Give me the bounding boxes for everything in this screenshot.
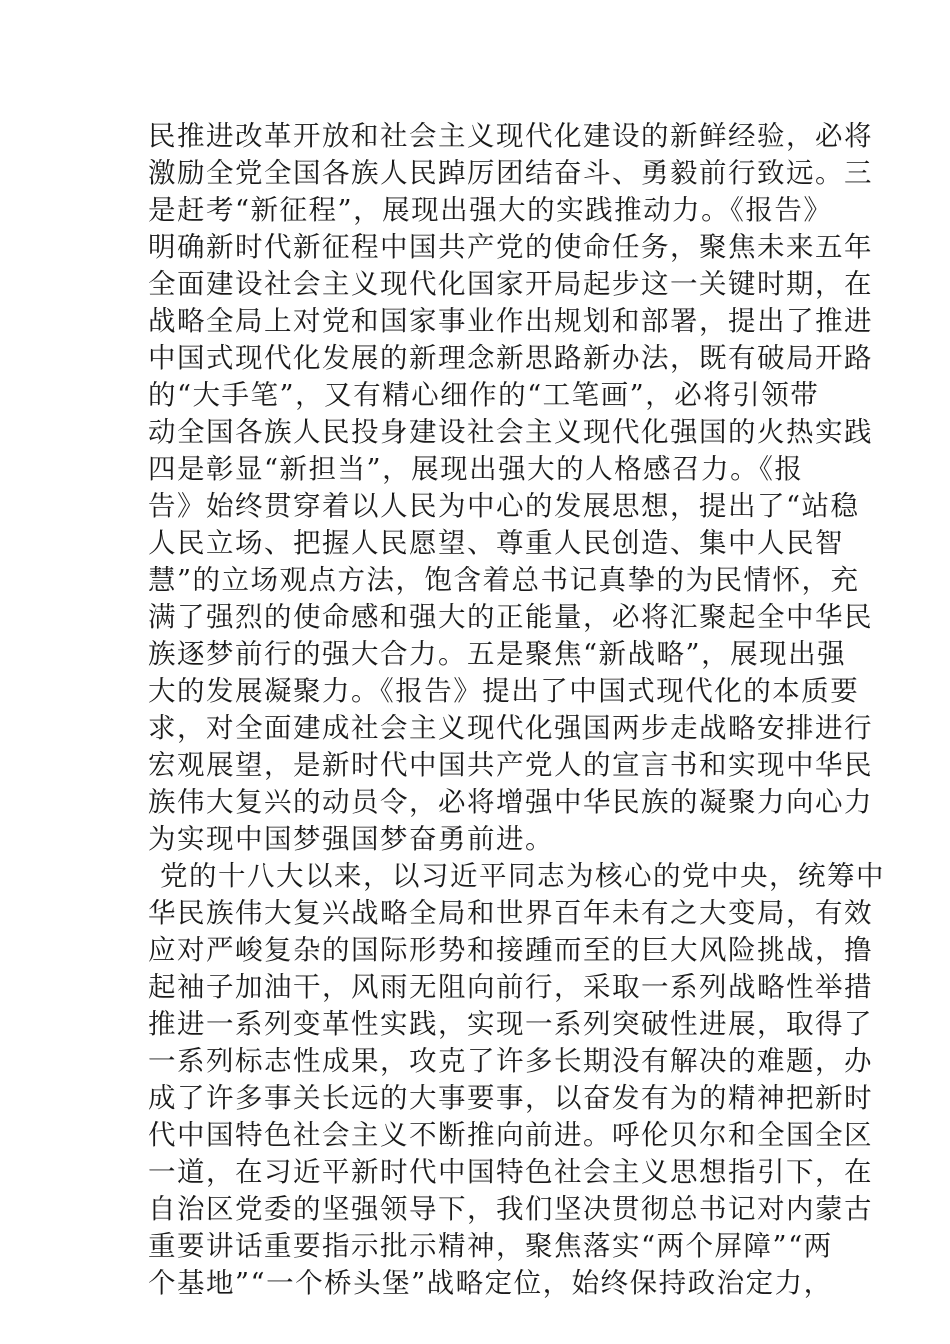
text-line: 为实现中国梦强国梦奋勇前进。 — [148, 823, 554, 855]
text-line: 个基地”“一个桥头堡”战略定位，始终保持政治定力， — [148, 1267, 833, 1299]
body-text — [148, 118, 885, 1302]
text-line: 代中国特色社会主义不断推向前进。呼伦贝尔和全国全区 — [148, 1119, 873, 1151]
text-line: 重要讲话重要指示批示精神，聚焦落实“两个屏障”“两 — [148, 1230, 833, 1262]
text-line: 自治区党委的坚强领导下，我们坚决贯彻总书记对内蒙古 — [148, 1193, 873, 1225]
text-line: 宏观展望，是新时代中国共产党人的宣言书和实现中华民 — [148, 749, 873, 781]
text-line: 民推进改革开放和社会主义现代化建设的新鲜经验，必将 — [148, 120, 873, 152]
text-line: 全面建设社会主义现代化国家开局起步这一关键时期，在 — [148, 268, 873, 300]
text-line: 告》始终贯穿着以人民为中心的发展思想，提出了“站稳 — [148, 490, 860, 522]
text-line: 成了许多事关长远的大事要事，以奋发有为的精神把新时 — [148, 1082, 873, 1114]
text-line: 大的发展凝聚力。《报告》提出了中国式现代化的本质要 — [148, 675, 860, 707]
text-line: 求，对全面建成社会主义现代化强国两步走战略安排进行 — [148, 712, 873, 744]
text-line: 起袖子加油干，风雨无阻向前行，采取一系列战略性举措 — [148, 971, 873, 1003]
paragraph-start-line: 党的十八大以来，以习近平同志为核心的党中央，统筹中 — [160, 860, 885, 892]
text-line: 慧”的立场观点方法，饱含着总书记真挚的为民情怀，充 — [148, 564, 860, 596]
text-line: 中国式现代化发展的新理念新思路新办法，既有破局开路 — [148, 342, 873, 374]
text-line: 推进一系列变革性实践，实现一系列突破性进展，取得了 — [148, 1008, 873, 1040]
text-line: 四是彰显“新担当”，展现出强大的人格感召力。《报 — [148, 453, 804, 485]
text-line: 人民立场、把握人民愿望、尊重人民创造、集中人民智 — [148, 527, 844, 559]
text-line: 族逐梦前行的强大合力。五是聚焦“新战略”，展现出强 — [148, 638, 847, 670]
text-line: 的“大手笔”，又有精心细作的“工笔画”，必将引领带 — [148, 379, 820, 411]
text-line: 华民族伟大复兴战略全局和世界百年未有之大变局，有效 — [148, 897, 873, 929]
text-line: 应对严峻复杂的国际形势和接踵而至的巨大风险挑战，撸 — [148, 934, 873, 966]
text-line: 激励全党全国各族人民踔厉团结奋斗、勇毅前行致远。三 — [148, 157, 873, 189]
text-line: 动全国各族人民投身建设社会主义现代化强国的火热实践 — [148, 416, 873, 448]
text-line: 一系列标志性成果，攻克了许多长期没有解决的难题，办 — [148, 1045, 873, 1077]
text-line: 是赶考“新征程”，展现出强大的实践推动力。《报告》 — [148, 194, 833, 226]
text-line: 满了强烈的使命感和强大的正能量，必将汇聚起全中华民 — [148, 601, 873, 633]
text-line: 一道，在习近平新时代中国特色社会主义思想指引下，在 — [148, 1156, 873, 1188]
text-line: 战略全局上对党和国家事业作出规划和部署，提出了推进 — [148, 305, 873, 337]
text-line: 族伟大复兴的动员令，必将增强中华民族的凝聚力向心力 — [148, 786, 873, 818]
text-line: 明确新时代新征程中国共产党的使命任务，聚焦未来五年 — [148, 231, 873, 263]
